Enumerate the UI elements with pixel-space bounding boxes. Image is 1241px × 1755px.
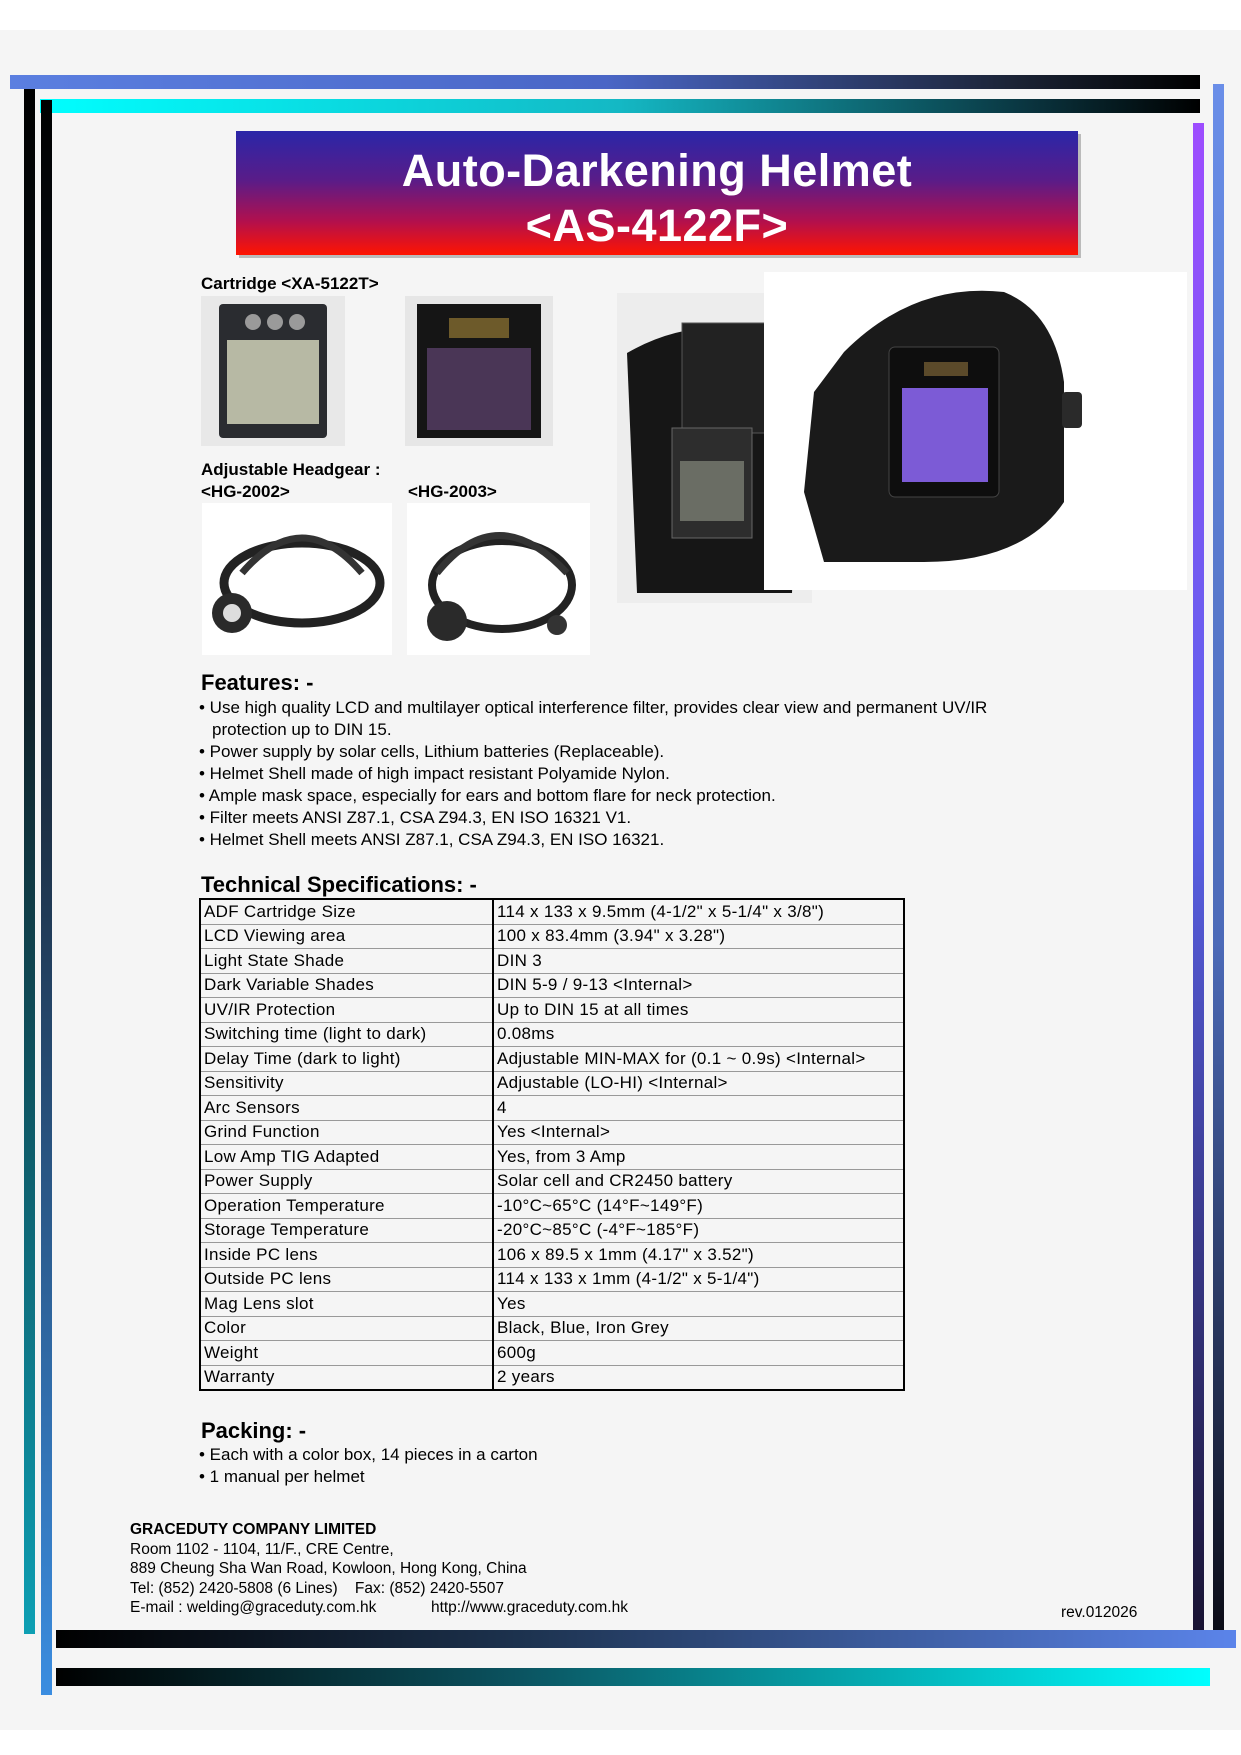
- feature-item: • Ample mask space, especially for ears and bottom flare for neck protection.: [199, 786, 776, 805]
- spec-label: Warranty: [200, 1365, 493, 1390]
- frame-bar-right-blue: [1213, 84, 1224, 1644]
- frame-bar-top-blue: [10, 75, 1200, 89]
- headgear-label: Adjustable Headgear :: [201, 460, 381, 479]
- spec-row: [200, 1096, 904, 1121]
- cartridge-back-image: [405, 296, 553, 446]
- spec-row: [200, 973, 904, 998]
- spec-row: [200, 1169, 904, 1194]
- spec-row: [200, 1145, 904, 1170]
- features-list: [199, 697, 1029, 851]
- title-banner: [236, 131, 1078, 255]
- frame-bar-right-purple: [1193, 123, 1204, 1643]
- spec-label: Power Supply: [200, 1169, 493, 1194]
- company-address-block: [130, 1520, 628, 1618]
- spec-label: Sensitivity: [200, 1071, 493, 1096]
- email-link[interactable]: E-mail : welding@graceduty.com.hk: [130, 1599, 377, 1616]
- spec-label: Inside PC lens: [200, 1243, 493, 1268]
- spec-value: Adjustable (LO-HI) <Internal>: [493, 1071, 904, 1096]
- spec-row: [200, 949, 904, 974]
- spec-value: 106 x 89.5 x 1mm (4.17" x 3.52"): [493, 1243, 904, 1268]
- spec-row: [200, 1120, 904, 1145]
- packing-list: [199, 1444, 799, 1488]
- features-heading: Features: -: [201, 670, 314, 695]
- feature-item: • Helmet Shell meets ANSI Z87.1, CSA Z94.3, EN ISO 16321.: [199, 830, 665, 849]
- specs-table: [199, 898, 905, 1391]
- spec-row: [200, 1316, 904, 1341]
- feature-item: • Use high quality LCD and multilayer optical interference filter, provides clear view and permanent UV/IR protection up to DIN 15.: [199, 698, 988, 739]
- frame-bar-left-outer: [24, 89, 35, 1634]
- page-title: Auto-Darkening Helmet: [401, 145, 913, 196]
- phone-fax: Tel: (852) 2420-5808 (6 Lines) Fax: (852) 2420-5507: [130, 1579, 504, 1597]
- spec-label: UV/IR Protection: [200, 998, 493, 1023]
- headgear-hg2003-image: [407, 503, 590, 655]
- spec-row: [200, 1218, 904, 1243]
- revision-code: rev.012026: [1061, 1604, 1138, 1621]
- spec-label: Storage Temperature: [200, 1218, 493, 1243]
- spec-label: Operation Temperature: [200, 1194, 493, 1219]
- packing-item: • Each with a color box, 14 pieces in a carton: [199, 1445, 538, 1464]
- spec-value: 0.08ms: [493, 1022, 904, 1047]
- headgear-model-2: <HG-2003>: [408, 482, 497, 501]
- spec-label: Arc Sensors: [200, 1096, 493, 1121]
- spec-value: 100 x 83.4mm (3.94" x 3.28"): [493, 924, 904, 949]
- spec-row: [200, 1341, 904, 1366]
- spec-value: 600g: [493, 1341, 904, 1366]
- frame-bar-top-cyan: [40, 99, 1200, 113]
- feature-item: • Helmet Shell made of high impact resistant Polyamide Nylon.: [199, 764, 670, 783]
- feature-item: • Filter meets ANSI Z87.1, CSA Z94.3, EN ISO 16321 V1.: [199, 808, 632, 827]
- helmet-exterior-image: [764, 272, 1187, 590]
- spec-label: Light State Shade: [200, 949, 493, 974]
- spec-row: [200, 1292, 904, 1317]
- spec-value: 2 years: [493, 1365, 904, 1390]
- feature-item: • Power supply by solar cells, Lithium batteries (Replaceable).: [199, 742, 665, 761]
- specs-heading: Technical Specifications: -: [201, 872, 477, 897]
- company-name: GRACEDUTY COMPANY LIMITED: [130, 1521, 377, 1538]
- model-number: <AS-4122F>: [525, 200, 789, 251]
- frame-bar-bottom-cyan: [56, 1668, 1210, 1686]
- spec-row: [200, 998, 904, 1023]
- website-link[interactable]: http://www.graceduty.com.hk: [430, 1599, 628, 1616]
- spec-value: Adjustable MIN-MAX for (0.1 ~ 0.9s) <Internal>: [493, 1047, 904, 1072]
- spec-value: Black, Blue, Iron Grey: [493, 1316, 904, 1341]
- spec-row: [200, 924, 904, 949]
- spec-label: Grind Function: [200, 1120, 493, 1145]
- spec-value: Yes: [493, 1292, 904, 1317]
- headgear-model-1: <HG-2002>: [201, 482, 290, 501]
- spec-value: -10°C~65°C (14°F~149°F): [493, 1194, 904, 1219]
- spec-label: Mag Lens slot: [200, 1292, 493, 1317]
- spec-row: [200, 899, 904, 924]
- spec-row: [200, 1047, 904, 1072]
- spec-label: Switching time (light to dark): [200, 1022, 493, 1047]
- spec-label: Outside PC lens: [200, 1267, 493, 1292]
- packing-heading: Packing: -: [201, 1418, 307, 1443]
- spec-row: [200, 1194, 904, 1219]
- spec-row: [200, 1267, 904, 1292]
- spec-row: [200, 1022, 904, 1047]
- headgear-hg2002-image: [202, 503, 392, 655]
- spec-value: 114 x 133 x 1mm (4-1/2" x 5-1/4"): [493, 1267, 904, 1292]
- spec-label: Low Amp TIG Adapted: [200, 1145, 493, 1170]
- spec-value: -20°C~85°C (-4°F~185°F): [493, 1218, 904, 1243]
- spec-value: 4: [493, 1096, 904, 1121]
- packing-item: • 1 manual per helmet: [199, 1467, 365, 1486]
- spec-label: LCD Viewing area: [200, 924, 493, 949]
- frame-bar-bottom-blue: [56, 1630, 1236, 1648]
- address-line-2: 889 Cheung Sha Wan Road, Kowloon, Hong Kong, China: [130, 1560, 527, 1577]
- spec-value: Solar cell and CR2450 battery: [493, 1169, 904, 1194]
- spec-value: DIN 5-9 / 9-13 <Internal>: [493, 973, 904, 998]
- spec-value: Yes, from 3 Amp: [493, 1145, 904, 1170]
- frame-bar-left-inner: [41, 100, 52, 1695]
- spec-label: Weight: [200, 1341, 493, 1366]
- spec-label: Delay Time (dark to light): [200, 1047, 493, 1072]
- spec-label: ADF Cartridge Size: [200, 899, 493, 924]
- spec-row: [200, 1243, 904, 1268]
- spec-row: [200, 1071, 904, 1096]
- spec-value: Yes <Internal>: [493, 1120, 904, 1145]
- spec-label: Color: [200, 1316, 493, 1341]
- spec-value: Up to DIN 15 at all times: [493, 998, 904, 1023]
- spec-value: 114 x 133 x 9.5mm (4-1/2" x 5-1/4" x 3/8"): [493, 899, 904, 924]
- address-line-1: Room 1102 - 1104, 11/F., CRE Centre,: [130, 1540, 394, 1558]
- spec-value: DIN 3: [493, 949, 904, 974]
- spec-row: [200, 1365, 904, 1390]
- cartridge-front-image: [201, 296, 345, 446]
- cartridge-label: Cartridge <XA-5122T>: [201, 274, 379, 293]
- spec-label: Dark Variable Shades: [200, 973, 493, 998]
